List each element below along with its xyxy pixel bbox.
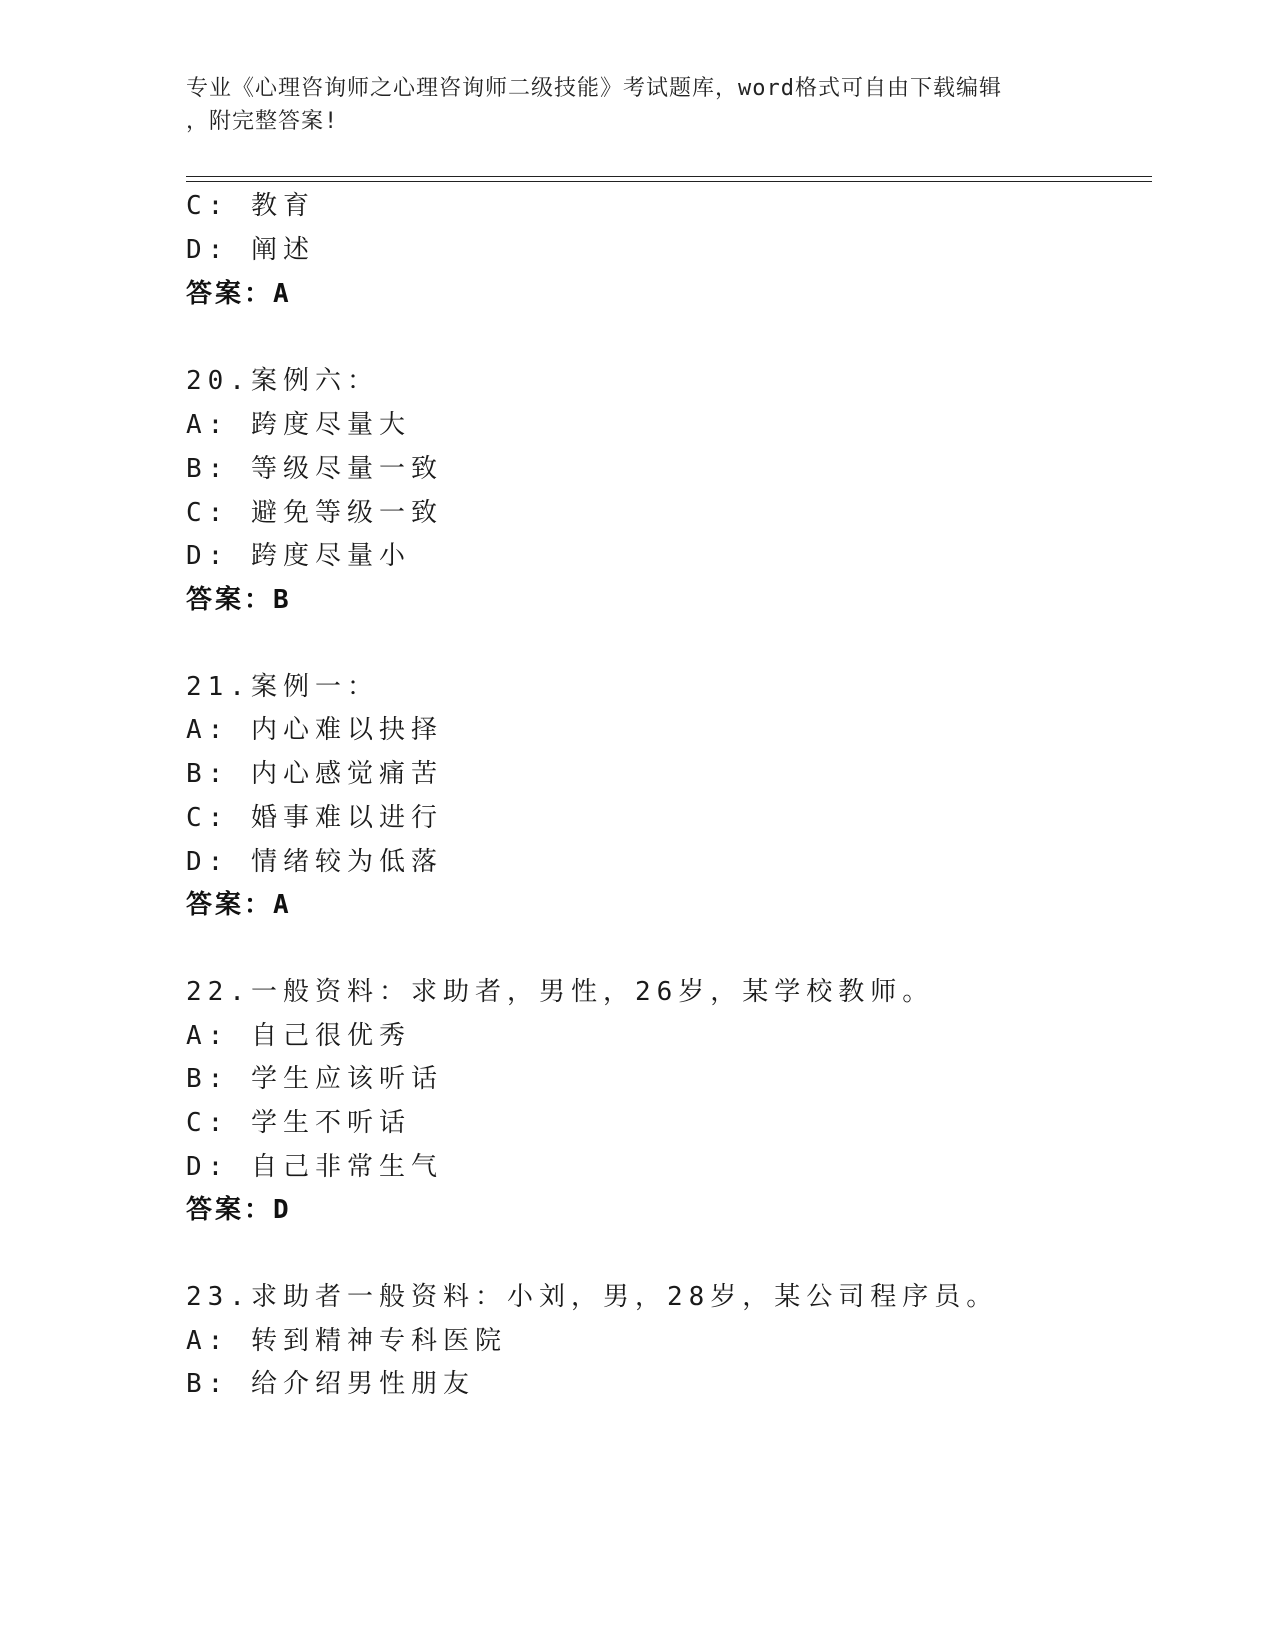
header-line-2: ，附完整答案! <box>186 109 339 134</box>
q23-option-a: A: 转到精神专科医院 <box>186 1326 507 1356</box>
answer-label: 答案： <box>186 1195 274 1225</box>
header-divider-top <box>186 176 1152 177</box>
q21-option-b: B: 内心感觉痛苦 <box>186 759 443 789</box>
answer-label: 答案： <box>186 279 274 309</box>
answer-label: 答案： <box>186 890 274 920</box>
q22-option-a: A: 自己很优秀 <box>186 1021 411 1051</box>
document-header <box>186 72 1066 138</box>
answer-value: D <box>273 1195 292 1225</box>
q23-option-b: B: 给介绍男性朋友 <box>186 1369 475 1399</box>
header-divider-bottom <box>186 181 1152 182</box>
q22-answer <box>186 1193 292 1227</box>
answer-value: A <box>273 890 292 920</box>
q20-option-d: D: 跨度尽量小 <box>186 541 411 571</box>
q23-stem: 23.求助者一般资料：小刘，男，28岁，某公司程序员。 <box>186 1282 999 1312</box>
answer-value: A <box>273 279 292 309</box>
q20-stem: 20.案例六： <box>186 366 379 396</box>
q19-option-c: C: 教育 <box>186 191 315 221</box>
q19-option-d: D: 阐述 <box>186 235 315 265</box>
q22-option-b: B: 学生应该听话 <box>186 1064 443 1094</box>
q21-answer <box>186 888 292 922</box>
answer-label: 答案： <box>186 585 274 615</box>
q21-stem: 21.案例一： <box>186 672 379 702</box>
q20-option-a: A: 跨度尽量大 <box>186 410 411 440</box>
q22-option-c: C: 学生不听话 <box>186 1108 411 1138</box>
q19-answer <box>186 277 292 311</box>
q22-stem: 22.一般资料：求助者，男性，26岁，某学校教师。 <box>186 977 935 1007</box>
answer-value: B <box>273 585 292 615</box>
q21-option-d: D: 情绪较为低落 <box>186 847 443 877</box>
header-line-1: 专业《心理咨询师之心理咨询师二级技能》考试题库，word格式可自由下载编辑 <box>186 76 1002 101</box>
q20-option-b: B: 等级尽量一致 <box>186 454 443 484</box>
q21-option-c: C: 婚事难以进行 <box>186 803 443 833</box>
q22-option-d: D: 自己非常生气 <box>186 1152 443 1182</box>
q20-option-c: C: 避免等级一致 <box>186 498 443 528</box>
q20-answer <box>186 583 292 617</box>
q21-option-a: A: 内心难以抉择 <box>186 715 443 745</box>
